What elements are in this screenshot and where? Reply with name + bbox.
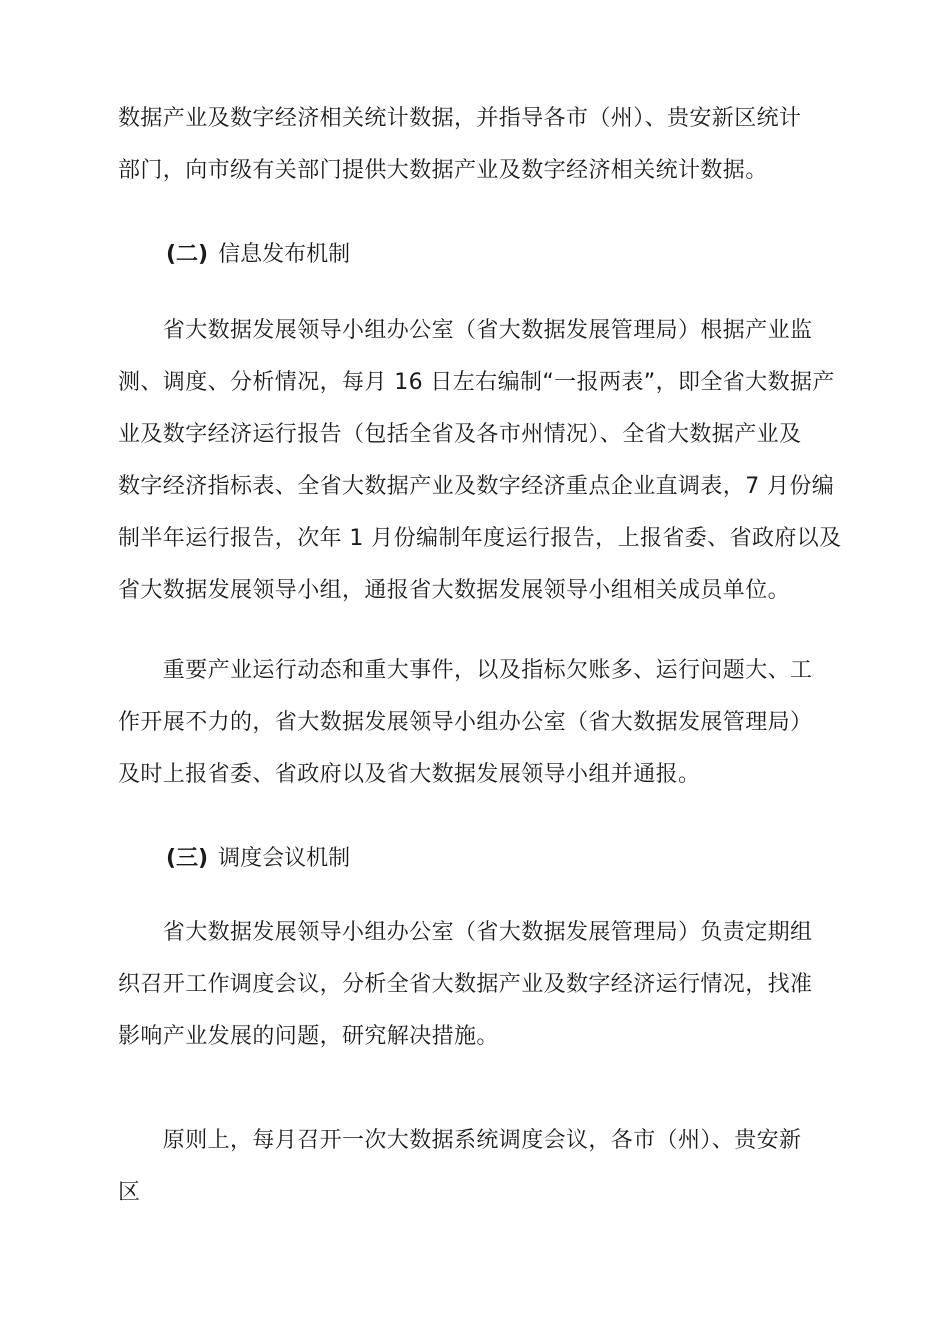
- paragraph-line: 织召开工作调度会议，分析全省大数据产业及数字经济运行情况，找准: [118, 972, 813, 997]
- paragraph-line: 区: [118, 1180, 141, 1205]
- paragraph-line: 重要产业运行动态和重大事件，以及指标欠账多、运行问题大、工: [118, 658, 813, 683]
- section-title: 信息发布机制: [218, 242, 351, 267]
- paragraph-line: 省大数据发展领导小组办公室（省大数据发展管理局）根据产业监: [118, 318, 813, 343]
- paragraph-line: 部门，向市级有关部门提供大数据产业及数字经济相关统计数据。: [118, 158, 768, 183]
- section-number: (三): [166, 846, 209, 871]
- paragraph-line: 原则上，每月召开一次大数据系统调度会议，各市（州）、贵安新: [118, 1128, 802, 1153]
- section-heading-3: [166, 844, 350, 874]
- paragraph-line: 影响产业发展的问题，研究解决措施。: [118, 1024, 499, 1049]
- paragraph-line: 省大数据发展领导小组办公室（省大数据发展管理局）负责定期组: [118, 920, 813, 945]
- paragraph-line: 业及数字经济运行报告（包括全省及各市州情况）、全省大数据产业及: [118, 422, 802, 447]
- section-heading-2: [166, 240, 350, 270]
- paragraph-line: 作开展不力的，省大数据发展领导小组办公室（省大数据发展管理局）: [118, 710, 813, 735]
- paragraph-line: 数字经济指标表、全省大数据产业及数字经济重点企业直调表，7 月份编: [118, 474, 835, 499]
- paragraph-line: 测、调度、分析情况，每月 16 日左右编制“一报两表”，即全省大数据产: [118, 370, 835, 395]
- section-number: (二): [166, 242, 209, 267]
- section-title: 调度会议机制: [218, 846, 351, 871]
- paragraph-line: 数据产业及数字经济相关统计数据，并指导各市（州）、贵安新区统计: [118, 106, 802, 131]
- paragraph-line: 省大数据发展领导小组，通报省大数据发展领导小组相关成员单位。: [118, 578, 791, 603]
- paragraph-line: 及时上报省委、省政府以及省大数据发展领导小组并通报。: [118, 762, 701, 787]
- paragraph-line: 制半年运行报告，次年 1 月份编制年度运行报告，上报省委、省政府以及: [118, 526, 842, 551]
